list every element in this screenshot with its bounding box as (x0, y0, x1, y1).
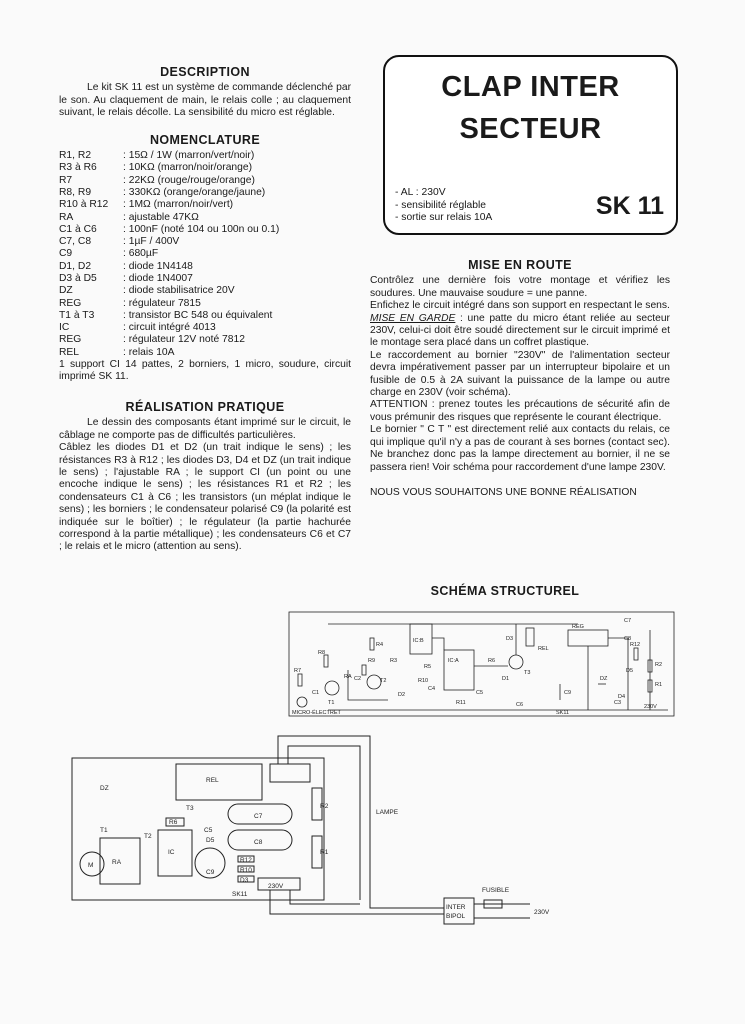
inter-bipol-box (444, 898, 474, 924)
label-r8: R8 (318, 650, 326, 656)
label-micro: MICRO-ÉLECTRET (292, 710, 341, 716)
kit-code: SK 11 (595, 192, 664, 220)
component-value: : 15Ω / 1W (marron/vert/noir) (123, 150, 255, 162)
schema-heading: SCHÉMA STRUCTUREL (430, 584, 580, 598)
fusible-label: FUSIBLE (482, 887, 510, 894)
nomenclature-row (59, 285, 279, 297)
nomenclature-row (59, 298, 279, 310)
closing-line: NOUS VOUS SOUHAITONS UNE BONNE RÉALISATION (370, 486, 637, 498)
nomenclature-row (59, 224, 279, 236)
component-ref: D3 à D5 (59, 273, 97, 284)
label-c3: C3 (614, 700, 622, 706)
t2-symbol (367, 675, 381, 689)
label-c5: C5 (476, 690, 484, 696)
ica-box (444, 650, 474, 690)
pcb-label-ra: RA (112, 859, 122, 866)
component-value: : 680µF (123, 248, 159, 260)
nomenclature-row (59, 236, 279, 248)
r4-body (370, 638, 374, 650)
nomenclature-row (59, 150, 279, 162)
r12-body (634, 648, 638, 660)
mains-230v-label: 230V (534, 909, 550, 916)
label-t3: T3 (524, 670, 531, 676)
nomenclature-row (59, 175, 279, 187)
pcb-label-d5: D5 (206, 837, 215, 844)
spec-line: - sortie sur relais 10A (395, 212, 493, 223)
nomenclature-row (59, 248, 279, 260)
label-c4: C4 (428, 686, 436, 692)
label-r5: R5 (424, 664, 432, 670)
component-value: : relais 10A (123, 346, 175, 358)
label-r11: R11 (456, 700, 466, 706)
pcb-label-d3: D3 (240, 877, 249, 884)
mise-p2: Enfichez le circuit intégré dans son support en respectant le sens. (370, 300, 670, 312)
nomenclature-row (59, 212, 279, 224)
pcb-label-t3: T3 (186, 805, 194, 812)
component-value: : 1µF / 400V (123, 236, 180, 248)
component-value: : 10KΩ (marron/noir/orange) (123, 162, 253, 174)
component-ref: DZ (59, 285, 73, 297)
label-d3: D3 (506, 636, 514, 642)
nomenclature-row (59, 334, 279, 346)
lampe-label: LAMPE (376, 809, 399, 816)
component-value: : diode 1N4007 (123, 273, 193, 284)
label-r9: R9 (368, 658, 376, 664)
mise-p4: Le raccordement au bornier "230V" de l'alimentation secteur devra impérativement passer par un interrupteur bipolaire et un fusible de 0.5 à 2A suivant la puissance de la lampe ou autre charge en 230V (voir schéma). (370, 349, 670, 399)
nomenclature-row (59, 347, 279, 359)
supply-wire-1 (270, 890, 444, 914)
nomenclature-table (59, 150, 279, 359)
nomenclature-footer: 1 support CI 14 pattes, 2 borniers, 1 micro, soudure, circuit imprimé SK 11. (59, 359, 351, 383)
nomenclature-row (59, 187, 279, 199)
label-ica: IC:A (448, 658, 459, 664)
r8-body (324, 655, 328, 667)
pcb-outline (72, 758, 324, 900)
component-value: : 100nF (noté 104 ou 100n ou 0.1) (123, 223, 280, 235)
component-ref: D1, D2 (59, 260, 92, 272)
nomenclature-heading: NOMENCLATURE (149, 132, 261, 147)
spec-line: - AL : 230V (395, 187, 446, 198)
label-reg: REG (572, 624, 584, 630)
pcb-label-r6: R6 (169, 819, 178, 826)
component-ref: R8, R9 (59, 186, 92, 198)
label-d5: D5 (626, 668, 634, 674)
wiring-diagram (60, 728, 580, 928)
label-r2: R2 (655, 662, 663, 668)
relay-coil (526, 628, 534, 646)
label-c6: C6 (516, 702, 524, 708)
micro-symbol (297, 697, 307, 707)
component-ref: R3 à R6 (59, 162, 97, 174)
warning-label: MISE EN GARDE (370, 312, 456, 324)
mise-p3 (370, 313, 670, 350)
bipol-label: BIPOL (446, 913, 466, 920)
component-ref: R1, R2 (59, 150, 92, 162)
label-r10: R10 (418, 678, 429, 684)
pcb-rel-label: REL (206, 777, 219, 784)
pcb-230-label: 230V (268, 883, 284, 890)
component-value: : 330KΩ (orange/orange/jaune) (123, 186, 266, 198)
component-ref: C1 à C6 (59, 223, 97, 235)
label-r3: R3 (390, 658, 398, 664)
component-ref: C9 (59, 248, 73, 260)
r9-body (362, 665, 366, 675)
component-value: : circuit intégré 4013 (123, 322, 216, 334)
component-ref: RA (59, 211, 74, 223)
label-d1: D1 (502, 676, 510, 682)
component-ref: R7 (59, 174, 73, 186)
label-sk11: SK11 (556, 710, 570, 716)
label-t2: T2 (380, 678, 387, 684)
left-column (59, 66, 351, 554)
pcb-label-m: M (88, 862, 94, 869)
pcb-label-t1: T1 (100, 827, 108, 834)
label-rel: REL (538, 646, 549, 652)
right-column (370, 259, 670, 499)
pcb-label-r1: R1 (320, 849, 329, 856)
label-dz: DZ (600, 676, 608, 682)
component-value: : ajustable 47KΩ (123, 211, 199, 223)
label-icb: IC:B (413, 638, 424, 644)
circuit-schematic (288, 610, 676, 718)
label-c7: C7 (624, 618, 632, 624)
pcb-label-r12: R12 (240, 857, 252, 864)
t3-symbol (509, 655, 523, 669)
label-c1: C1 (312, 690, 320, 696)
component-value: : régulateur 7815 (123, 297, 201, 309)
title-line2: SECTEUR (459, 113, 602, 145)
label-r1: R1 (655, 682, 663, 688)
component-value: : 22KΩ (rouge/rouge/orange) (123, 174, 255, 186)
pcb-label-c8: C8 (254, 839, 263, 846)
pcb-label-t2: T2 (144, 833, 152, 840)
component-value: : transistor BC 548 ou équivalent (123, 309, 273, 321)
mise-p5: ATTENTION : prenez toutes les précautions de sécurité afin de vous prémunir des risques que représente le courant électrique. (370, 399, 670, 423)
component-ref: REG (59, 334, 82, 346)
component-value: : régulateur 12V noté 7812 (123, 334, 245, 346)
label-r6: R6 (488, 658, 496, 664)
pcb-label-dz: DZ (100, 785, 109, 792)
label-d2: D2 (398, 692, 406, 698)
title-specs (395, 187, 492, 225)
component-value: : diode stabilisatrice 20V (123, 285, 235, 297)
nomenclature-row (59, 310, 279, 322)
nomenclature-row (59, 162, 279, 174)
r7-body (298, 674, 302, 686)
mise-en-route-heading: MISE EN ROUTE (468, 258, 572, 272)
pcb-label-r2: R2 (320, 803, 329, 810)
pcb-code-label: SK11 (232, 891, 248, 898)
pcb-relay (176, 764, 262, 800)
t1-symbol (325, 681, 339, 695)
mise-p1: Contrôlez une dernière fois votre montage et vérifiez les soudures. Une mauvaise soudure = une panne. (370, 275, 670, 299)
lampe-wire (278, 736, 444, 908)
reg-box (568, 630, 608, 646)
component-ref: REL (59, 346, 80, 358)
pcb-label-ic: IC (168, 849, 175, 856)
title-line1: CLAP INTER (441, 71, 620, 103)
label-d4: D4 (618, 694, 626, 700)
nomenclature-row (59, 322, 279, 334)
realisation-p1: Le dessin des composants étant imprimé sur le circuit, le câblage ne comporte pas de difficultés particulières. (59, 417, 351, 441)
pcb-label-c5: C5 (204, 827, 213, 834)
label-t1: T1 (328, 700, 335, 706)
nomenclature-row (59, 273, 279, 285)
component-value: : 1MΩ (marron/noir/vert) (123, 199, 234, 211)
inter-label: INTER (446, 904, 466, 911)
label-c9: C9 (564, 690, 572, 696)
supply-wire-2 (290, 890, 360, 904)
pcb-label-c7: C7 (254, 813, 263, 820)
title-box (383, 55, 678, 235)
wire (432, 638, 444, 650)
pcb-label-r10: R10 (240, 867, 252, 874)
description-heading: DESCRIPTION (160, 65, 250, 79)
component-ref: C7, C8 (59, 236, 92, 248)
pcb-label-c9: C9 (206, 869, 215, 876)
pcb-terminal-ct (270, 764, 310, 782)
label-230v: 230V (644, 704, 657, 710)
realisation-heading: RÉALISATION PRATIQUE (125, 399, 285, 414)
description-text: Le kit SK 11 est un système de commande déclenché par le son. Au claquement de main, le relais colle ; au claquement suivant, le relais décolle. La sensibilité du micro est réglable. (59, 82, 351, 119)
pcb-ic (158, 830, 192, 876)
warning-text: : une patte du micro étant reliée au secteur 230V, celui-ci doit être soudé directement sur le circuit imprimé et le montage sera placé dans un coffret plastique. (370, 312, 670, 349)
component-ref: IC (59, 322, 70, 334)
realisation-p2: Câblez les diodes D1 et D2 (un trait indique le sens) ; les résistances R3 à R12 ; les diodes D3, D4 et DZ (un trait indique le sens) ; l'ajustable RA ; le support CI (un point ou une encoche indique le sens) ; les résistances R1 et R2 ; les condensateurs C1 à C6 ; les transistors (un méplat indique le sens) ; les borniers ; le condensateur polarisé C9 (la polarité est indiquée sur le boîtier) ; le régulateur (la partie hachurée correspond à la partie métallique) ; les condensateurs C6 et C7 ; le relais et le micro (attention au sens). (59, 442, 351, 553)
nomenclature-row (59, 199, 279, 211)
label-r7: R7 (294, 668, 302, 674)
component-value: : diode 1N4148 (123, 260, 193, 272)
label-ra: RA (344, 674, 352, 680)
label-r4: R4 (376, 642, 384, 648)
component-ref: R10 à R12 (59, 199, 109, 211)
label-r12: R12 (630, 642, 641, 648)
label-c2: C2 (354, 676, 362, 682)
label-c8: C8 (624, 636, 632, 642)
spec-line: - sensibilité réglable (395, 199, 487, 211)
nomenclature-row (59, 261, 279, 273)
component-ref: REG (59, 297, 82, 309)
mise-p6: Le bornier " C T " est directement relié aux contacts du relais, ce qui implique qu'il n'y a pas de courant à ses bornes (contact sec). Ne branchez donc pas la lampe directement au bornier, il ne se passera rien! Voir schéma pour raccordement d'une lampe 230V. (370, 424, 670, 473)
component-ref: T1 à T3 (59, 309, 95, 321)
